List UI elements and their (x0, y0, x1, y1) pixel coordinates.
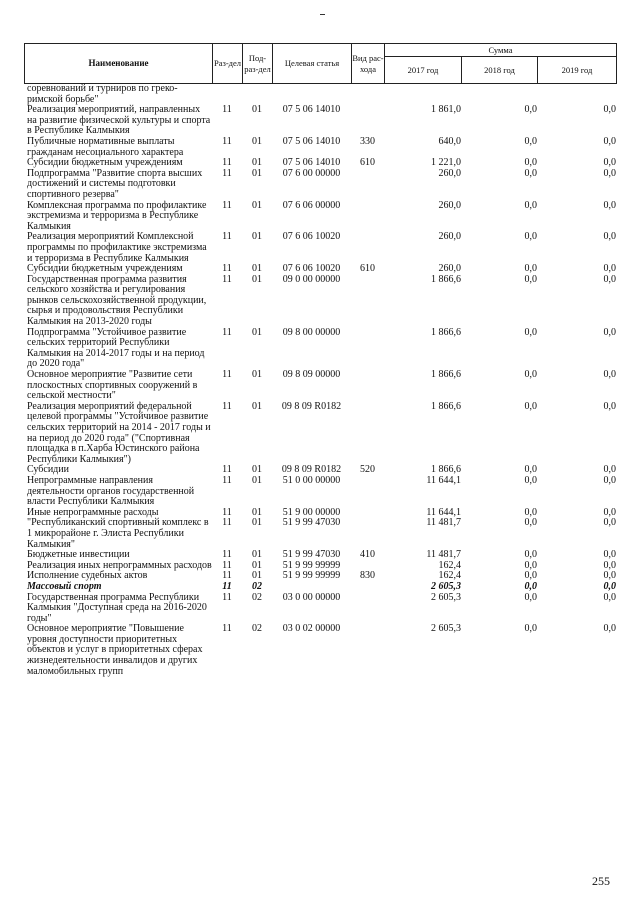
row-sum-2017: 11 644,1 (426, 474, 461, 486)
row-sum-2019: 0,0 (603, 135, 616, 147)
row-sum-2019: 0,0 (603, 104, 616, 116)
header-year-2019: 2019 год (538, 57, 617, 84)
row-sum-2017: 1 221,0 (431, 157, 461, 169)
row-sum-2018: 0,0 (524, 517, 537, 529)
row-sum-2019: 0,0 (603, 506, 616, 518)
table-row (24, 275, 616, 328)
row-vid (351, 232, 384, 264)
row-sum-2019: 0,0 (603, 400, 616, 412)
row-sum-2019: 0,0 (603, 263, 616, 275)
row-name: "Республиканский спортивный комплекс в 1 микрорайоне г. Элиста Республики Калмыкия" (27, 517, 209, 550)
row-razdel: 11 (222, 549, 232, 561)
row-statya (272, 582, 351, 593)
row-razdel: 11 (222, 559, 232, 571)
table-row (24, 402, 616, 466)
row-name: Подпрограмма "Развитие спорта высших достижений и системы подготовки спортивного резерва" (27, 167, 203, 200)
row-sum-2018: 0,0 (524, 135, 537, 147)
row-sum-2018: 0,0 (524, 506, 537, 518)
row-vid: 610 (360, 263, 375, 275)
row-sum-2019: 0,0 (603, 623, 616, 635)
row-podrazdel: 01 (252, 400, 262, 412)
row-sum-2018: 0,0 (524, 273, 537, 285)
row-sum-2019: 0,0 (603, 464, 616, 476)
row-sum-2018: 0,0 (524, 623, 537, 635)
row-razdel: 11 (222, 517, 232, 529)
row-sum-2019: 0,0 (603, 369, 616, 381)
row-name: Субсидии (27, 464, 69, 476)
row-razdel: 11 (222, 199, 232, 211)
row-name: Основное мероприятие "Повышение уровня доступности приоритетных объектов и услуг в приоритетных сферах жизнедеятельности инвалидов и других маломобильных групп (27, 623, 203, 677)
table-row (24, 370, 616, 402)
row-sum-2019: 0,0 (603, 231, 616, 243)
row-podrazdel: 01 (252, 231, 262, 243)
row-sum-2017: 260,0 (438, 263, 461, 275)
row-name: Реализация мероприятий, направленных на развитие физической культуры и спорта в Республике Калмыкия (27, 104, 211, 137)
table-row (24, 624, 616, 677)
row-statya: 07 6 06 10020 (282, 231, 341, 243)
row-podrazdel: 01 (252, 263, 262, 275)
header-name: Наименование (25, 44, 213, 84)
row-razdel: 11 (222, 104, 232, 116)
table-row (24, 105, 616, 137)
row-sum-2017 (384, 84, 461, 105)
table-row (24, 328, 616, 370)
row-podrazdel (242, 84, 272, 105)
top-dash-mark (320, 14, 325, 15)
row-razdel: 11 (222, 231, 232, 243)
row-sum-2018: 0,0 (524, 104, 537, 116)
row-sum-2019: 0,0 (603, 326, 616, 338)
row-name: Непрограммные направления деятельности органов государственной власти Республики Калмыкия (27, 474, 195, 508)
row-sum-2018: 0,0 (524, 400, 537, 412)
row-name: Субсидии бюджетным учреждениям (27, 157, 183, 169)
row-razdel (212, 84, 242, 105)
row-vid (351, 476, 384, 508)
row-sum-2018: 0,0 (524, 570, 537, 582)
row-razdel: 11 (222, 400, 232, 412)
row-vid (351, 508, 384, 519)
row-podrazdel: 01 (252, 157, 262, 169)
row-sum-2019: 0,0 (603, 591, 616, 603)
row-razdel: 11 (222, 167, 232, 179)
row-statya: 51 9 99 47030 (282, 517, 341, 529)
row-sum-2017: 1 861,0 (431, 104, 461, 116)
row-sum-2017: 260,0 (438, 231, 461, 243)
row-sum-2018: 0,0 (524, 157, 537, 169)
row-vid (351, 593, 384, 625)
row-razdel: 11 (222, 623, 232, 635)
row-sum-2017: 1 866,6 (431, 464, 461, 476)
row-statya: 09 8 00 00000 (282, 326, 341, 338)
row-sum-2018: 0,0 (524, 369, 537, 381)
row-sum-2019: 0,0 (603, 157, 616, 169)
row-vid (351, 328, 384, 370)
row-razdel: 11 (222, 263, 232, 275)
row-sum-2019: 0,0 (603, 167, 616, 179)
row-sum-2018: 0,0 (524, 559, 537, 571)
row-statya: 07 5 06 14010 (282, 157, 341, 169)
budget-table (24, 84, 616, 677)
row-podrazdel: 01 (252, 199, 262, 211)
row-statya (272, 84, 351, 105)
row-vid (351, 201, 384, 233)
row-sum-2018: 0,0 (524, 580, 537, 592)
row-razdel: 11 (222, 580, 232, 592)
row-sum-2017: 2 605,3 (431, 580, 461, 592)
row-statya: 09 8 09 R0182 (281, 400, 342, 412)
row-sum-2018: 0,0 (524, 263, 537, 275)
row-podrazdel: 01 (252, 474, 262, 486)
header-summa: Сумма (385, 44, 617, 57)
row-sum-2018: 0,0 (524, 549, 537, 561)
row-sum-2019: 0,0 (603, 273, 616, 285)
table-row (24, 84, 616, 105)
table-row (24, 476, 616, 508)
table-row (24, 232, 616, 264)
row-razdel: 11 (222, 273, 232, 285)
row-statya: 51 9 00 00000 (282, 506, 341, 518)
row-vid: 610 (360, 157, 375, 169)
row-podrazdel: 02 (252, 580, 262, 592)
row-vid (351, 370, 384, 402)
header-year-2018: 2018 год (462, 57, 538, 84)
row-razdel: 11 (222, 591, 232, 603)
row-vid: 330 (360, 135, 375, 147)
row-sum-2019: 0,0 (603, 517, 616, 529)
row-name: Государственная программа развития сельского хозяйства и регулирования рынков сельскохозяйственной продукции, сырья и продовольствия Республики Калмыкия на 2013-2020 годы (27, 273, 207, 328)
table-header (24, 43, 617, 84)
row-sum-2018: 0,0 (524, 326, 537, 338)
row-vid (351, 84, 384, 105)
row-razdel: 11 (222, 474, 232, 486)
row-vid (351, 275, 384, 328)
row-podrazdel: 02 (252, 623, 262, 635)
header-razdel: Раз-дел (213, 44, 243, 84)
row-statya: 07 5 06 14010 (282, 135, 341, 147)
row-statya: 51 9 99 99999 (282, 570, 341, 582)
row-vid (351, 105, 384, 137)
table-row (24, 169, 616, 201)
row-podrazdel: 01 (252, 464, 262, 476)
row-sum-2017: 2 605,3 (431, 591, 461, 603)
row-sum-2019: 0,0 (603, 474, 616, 486)
row-sum-2017: 1 866,6 (431, 400, 461, 412)
row-sum-2019: 0,0 (603, 559, 616, 571)
row-podrazdel: 02 (252, 591, 262, 603)
row-statya: 09 8 09 00000 (282, 369, 341, 381)
row-razdel: 11 (222, 506, 232, 518)
row-vid: 410 (360, 549, 375, 561)
row-name: Реализация мероприятий Комплексной программы по профилактике экстремизма и терроризма в Республике Калмыкия (27, 231, 207, 264)
row-sum-2018 (461, 84, 537, 105)
row-name: Реализация иных непрограммных расходов (27, 559, 212, 571)
row-podrazdel: 01 (252, 273, 262, 285)
row-sum-2019: 0,0 (603, 199, 616, 211)
row-name: Реализация мероприятий федеральной целевой программы "Устойчивое развитие сельских территорий на 2014 - 2017 годы и на период до 2020 года" ("Спортивная площадка в п.Харба Юстинского района Республики Калмыкия") (27, 400, 211, 465)
table-row (24, 593, 616, 625)
row-sum-2017: 1 866,6 (431, 273, 461, 285)
row-name: Массовый спорт (27, 580, 102, 592)
row-statya: 09 8 09 R0182 (281, 464, 342, 476)
row-sum-2019: 0,0 (603, 549, 616, 561)
row-razdel: 11 (222, 570, 232, 582)
table-row (24, 518, 616, 550)
row-name: Основное мероприятие "Развитие сети плоскостных спортивных сооружений в сельской местности" (27, 369, 198, 402)
row-sum-2017: 1 866,6 (431, 326, 461, 338)
row-name: Государственная программа Республики Калмыкия "Доступная среда на 2016-2020 годы" (27, 591, 207, 624)
row-sum-2017: 260,0 (438, 167, 461, 179)
row-statya: 03 0 00 00000 (282, 591, 341, 603)
row-name: Иные непрограммные расходы (27, 506, 159, 518)
row-name: Исполнение судебных актов (27, 570, 148, 582)
row-sum-2017: 11 481,7 (426, 549, 461, 561)
header-year-2017: 2017 год (385, 57, 462, 84)
row-name: Бюджетные инвестиции (27, 549, 130, 561)
row-sum-2018: 0,0 (524, 591, 537, 603)
table-row (24, 137, 616, 158)
row-vid (351, 169, 384, 201)
row-podrazdel: 01 (252, 570, 262, 582)
row-sum-2017: 260,0 (438, 199, 461, 211)
table-row (24, 201, 616, 233)
row-sum-2017: 2 605,3 (431, 623, 461, 635)
row-name: Комплексная программа по профилактике экстремизма и терроризма в Республике Калмыкия (27, 199, 207, 232)
row-statya: 51 9 99 99999 (282, 559, 341, 571)
row-sum-2017: 11 644,1 (426, 506, 461, 518)
row-statya: 07 5 06 14010 (282, 104, 341, 116)
row-name: Субсидии бюджетным учреждениям (27, 263, 183, 275)
row-podrazdel: 01 (252, 549, 262, 561)
row-sum-2018: 0,0 (524, 231, 537, 243)
row-sum-2018: 0,0 (524, 167, 537, 179)
row-sum-2018: 0,0 (524, 464, 537, 476)
header-statya: Целевая статья (273, 44, 352, 84)
row-statya: 07 6 06 10020 (282, 263, 341, 275)
row-razdel: 11 (222, 369, 232, 381)
row-razdel: 11 (222, 326, 232, 338)
row-razdel: 11 (222, 464, 232, 476)
row-name: Публичные нормативные выплаты гражданам несоциального характера (27, 135, 184, 158)
table-row (24, 582, 616, 593)
row-name: соревнований и турниров по греко-римской борьбе" (27, 83, 178, 105)
row-podrazdel: 01 (252, 104, 262, 116)
row-statya: 51 0 00 00000 (282, 474, 341, 486)
row-podrazdel: 01 (252, 517, 262, 529)
row-razdel: 11 (222, 157, 232, 169)
row-vid: 520 (360, 464, 375, 476)
row-sum-2017: 162,4 (438, 570, 461, 582)
row-podrazdel: 01 (252, 167, 262, 179)
row-sum-2017: 162,4 (438, 559, 461, 571)
row-sum-2018: 0,0 (524, 474, 537, 486)
row-vid (351, 402, 384, 466)
row-statya: 03 0 02 00000 (282, 623, 341, 635)
row-vid (351, 624, 384, 677)
row-name: Подпрограмма "Устойчивое развитие сельских территорий Республики Калмыкия на 2014-2017 годы и на период до 2020 года" (27, 326, 205, 370)
row-razdel: 11 (222, 135, 232, 147)
row-vid: 830 (360, 570, 375, 582)
row-podrazdel: 01 (252, 135, 262, 147)
header-vid: Вид рас-хода (352, 44, 385, 84)
row-podrazdel: 01 (252, 506, 262, 518)
page-number: 255 (592, 874, 610, 888)
row-sum-2018: 0,0 (524, 199, 537, 211)
row-vid (351, 582, 384, 593)
header-podrazdel: Под-раз-дел (243, 44, 273, 84)
row-sum-2019 (537, 84, 616, 105)
row-podrazdel: 01 (252, 559, 262, 571)
row-sum-2019: 0,0 (603, 570, 616, 582)
row-statya: 09 0 00 00000 (282, 273, 341, 285)
row-sum-2017: 640,0 (438, 135, 461, 147)
row-statya: 07 6 00 00000 (282, 167, 341, 179)
row-sum-2017: 1 866,6 (431, 369, 461, 381)
row-podrazdel: 01 (252, 326, 262, 338)
row-statya: 51 9 99 47030 (282, 549, 341, 561)
row-statya: 07 6 06 00000 (282, 199, 341, 211)
row-podrazdel: 01 (252, 369, 262, 381)
row-sum-2017: 11 481,7 (426, 517, 461, 529)
row-sum-2019: 0,0 (603, 580, 616, 592)
row-vid (351, 518, 384, 550)
